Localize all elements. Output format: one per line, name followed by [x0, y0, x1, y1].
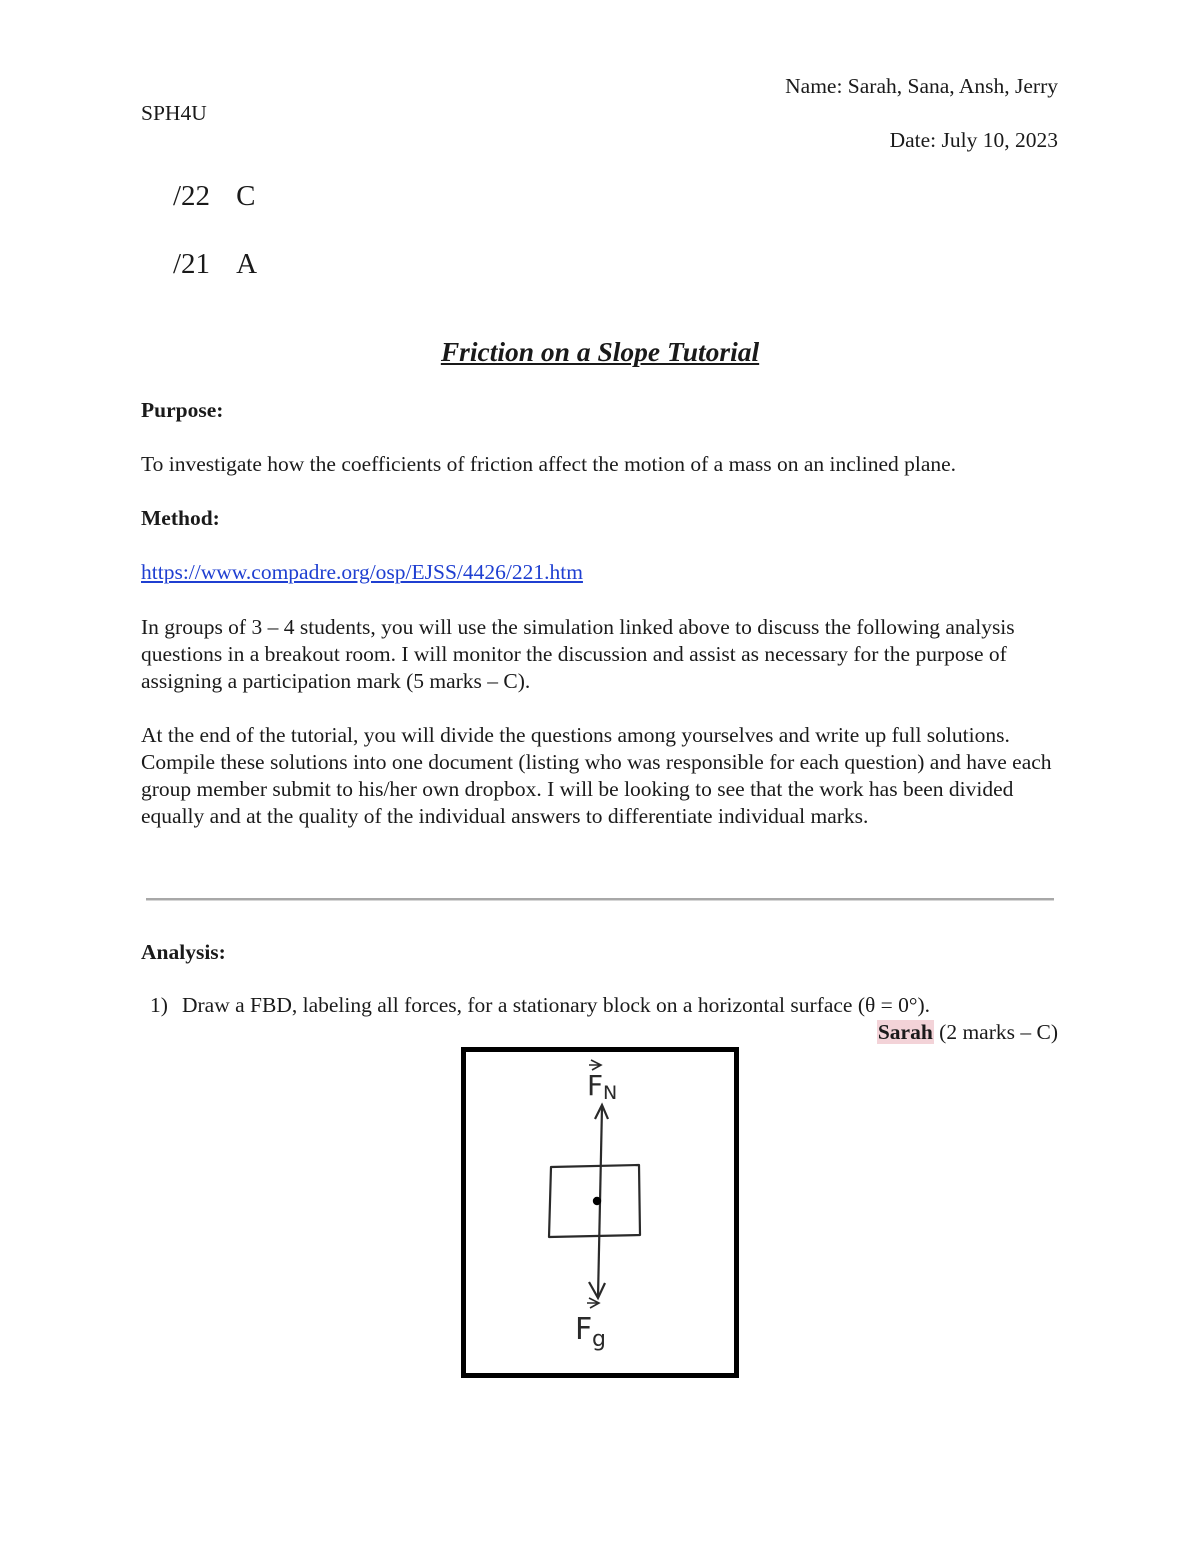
score-application — [173, 248, 257, 281]
method-heading: Method: — [141, 506, 220, 530]
score-communication — [173, 180, 255, 213]
purpose-heading: Purpose: — [141, 398, 224, 422]
assignee-name: Sarah — [877, 1020, 933, 1044]
question-assignment — [877, 1020, 1058, 1045]
course-code: SPH4U — [141, 101, 207, 125]
method-paragraph-1: In groups of 3 – 4 students, you will use the simulation linked above to discuss the following analysis questions in a breakout room. I will monitor the discussion and assist as necessary for the purpose of assigning a participation mark (5 marks – C). — [141, 615, 1015, 693]
purpose-text: To investigate how the coefficients of friction affect the motion of a mass on an inclined plane. — [141, 452, 957, 476]
score-category: C — [236, 180, 256, 212]
gravity-force-label: F — [575, 1312, 593, 1347]
normal-force-label: F — [587, 1069, 604, 1102]
method-paragraph-2: At the end of the tutorial, you will divide the questions among yourselves and write up full solutions. Compile these solutions into one document (listing who was responsible for each question) and have each group member submit to his/her own dropbox. I will be looking to see that the work has been divided equally and at the quality of the individual answers to differentiate individual marks. — [141, 723, 1052, 828]
student-names: Name: Sarah, Sana, Ansh, Jerry — [785, 74, 1058, 98]
gravity-force-subscript: g — [592, 1327, 606, 1352]
center-of-mass-dot — [593, 1197, 601, 1205]
question-marks: (2 marks – C) — [939, 1020, 1058, 1044]
analysis-heading: Analysis: — [141, 940, 226, 964]
question-text: Draw a FBD, labeling all forces, for a stationary block on a horizontal surface (θ = 0°). — [182, 993, 931, 1017]
free-body-diagram — [461, 1047, 739, 1378]
score-value: /22 — [173, 180, 211, 212]
question-number: 1) — [150, 993, 168, 1017]
date: Date: July 10, 2023 — [889, 128, 1058, 152]
document-title: Friction on a Slope Tutorial — [440, 336, 760, 367]
simulation-link[interactable]: https://www.compadre.org/osp/EJSS/4426/221.htm — [141, 560, 583, 584]
score-value: /21 — [173, 248, 211, 280]
score-category: A — [236, 248, 258, 280]
normal-force-subscript: N — [603, 1082, 618, 1104]
horizontal-divider — [146, 898, 1054, 901]
